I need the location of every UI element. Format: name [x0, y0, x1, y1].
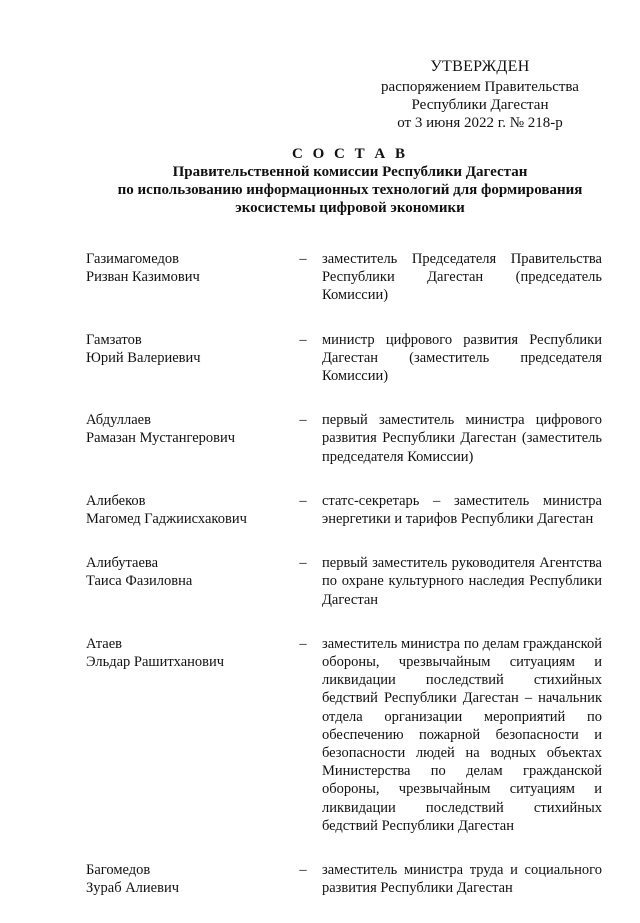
- member-given-name: Юрий Валериевич: [86, 349, 201, 366]
- member-row: [0, 861, 640, 897]
- approval-date: от 3 июня 2022 г. № 218-р: [397, 115, 563, 131]
- title-line: Правительственной комиссии Республики Дагестан: [172, 164, 528, 180]
- approval-line: Республики Дагестан: [411, 97, 549, 113]
- title-heading: С О С Т А В: [292, 146, 408, 162]
- members-list: [0, 250, 640, 923]
- member-row: [0, 411, 640, 466]
- dash-separator: –: [299, 635, 307, 652]
- member-row: [0, 635, 640, 835]
- member-name: [86, 554, 286, 590]
- member-row: [0, 554, 640, 609]
- member-name: [86, 861, 286, 897]
- member-name: [86, 411, 286, 447]
- member-surname: Гамзатов: [86, 331, 142, 348]
- member-name: [86, 635, 286, 671]
- member-surname: Атаев: [86, 635, 122, 652]
- member-name: [86, 250, 286, 286]
- dash-separator: –: [299, 331, 307, 348]
- dash-separator: –: [299, 862, 307, 879]
- member-surname: Газимагомедов: [86, 251, 179, 267]
- member-name: [86, 492, 286, 528]
- member-position: заместитель министра труда и социального развития Республики Дагестан: [322, 862, 602, 897]
- member-position: заместитель министра по делам гражданской обороны, чрезвычайным ситуациям и ликвидации последствий стихийных бедствий Республики Дагестан – начальник отдела организации мероприятий по обеспечению пожарной безопасности и безопасности людей на водных объектах Министерства по делам гражданской обороны, чрезвычайным ситуациям и ликвидации последствий стихийных бедствий Республики Дагестан: [322, 635, 602, 834]
- member-position: министр цифрового развития Республики Дагестан (заместитель председателя Комиссии): [322, 331, 602, 385]
- member-name: [86, 331, 286, 367]
- approval-heading: УТВЕРЖДЕН: [430, 58, 530, 75]
- member-given-name: Таиса Фазиловна: [86, 573, 193, 590]
- member-position: статс-секретарь – заместитель министра энергетики и тарифов Республики Дагестан: [322, 492, 602, 528]
- document-title: [70, 145, 630, 217]
- title-line: по использованию информационных технологий для формирования: [117, 182, 583, 198]
- member-surname: Алибутаева: [86, 555, 159, 572]
- member-row: [0, 492, 640, 528]
- dash-separator: –: [299, 492, 307, 509]
- member-surname: Алибеков: [86, 492, 146, 509]
- title-line: экосистемы цифровой экономики: [235, 200, 465, 216]
- member-position: первый заместитель министра цифрового развития Республики Дагестан (заместитель председателя Комиссии): [322, 412, 602, 465]
- member-given-name: Магомед Гаджиисхакович: [86, 511, 247, 528]
- dash-separator: –: [299, 555, 307, 572]
- dash-separator: –: [299, 251, 307, 267]
- member-row: [0, 331, 640, 386]
- approval-line: распоряжением Правительства: [381, 79, 579, 95]
- member-given-name: Эльдар Рашитханович: [86, 654, 225, 671]
- member-position: заместитель Председателя Правительства Республики Дагестан (председатель Комиссии): [322, 251, 602, 304]
- member-row: [0, 250, 640, 305]
- dash-separator: –: [299, 412, 307, 429]
- member-position: первый заместитель руководителя Агентства по охране культурного наследия Республики Дагестан: [322, 555, 602, 608]
- member-given-name: Рамазан Мустангерович: [86, 430, 236, 447]
- member-given-name: Зураб Алиевич: [86, 880, 180, 897]
- approval-stamp: [330, 58, 630, 132]
- member-surname: Абдуллаев: [86, 412, 151, 429]
- member-surname: Багомедов: [86, 862, 151, 879]
- member-given-name: Ризван Казимович: [86, 269, 200, 286]
